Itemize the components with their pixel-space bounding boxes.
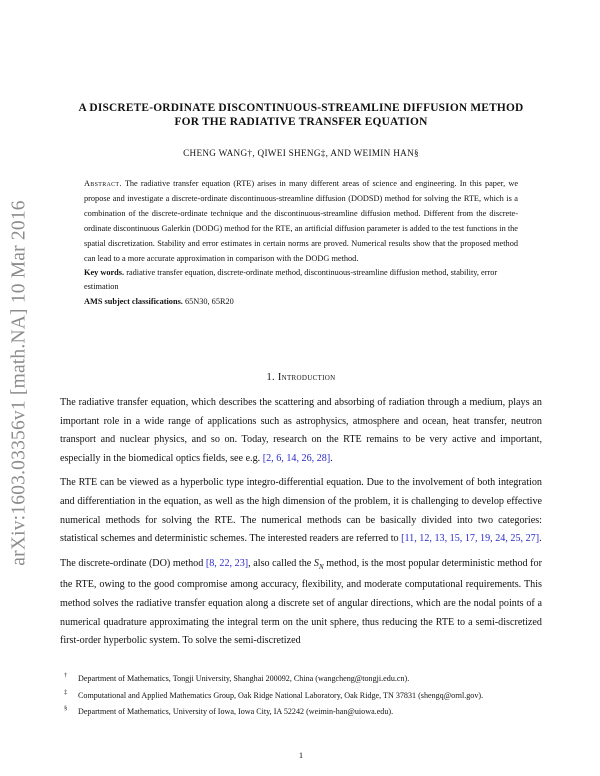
arxiv-stamp-text: arXiv:1603.03356v1 [math.NA] 10 Mar 2016 <box>9 200 31 566</box>
ams-classifications <box>84 295 518 309</box>
paragraph-3: The discrete-ordinate (DO) method [8, 22, 23], also called the $S_N$ method, is the most popular deterministic method for the RTE, owing to the good compromise among accuracy, flexibility, and moderate computational requirements. This method solves the radiative transfer equation along a discrete set of angular directions, which are the nodal points of a numerical quadrature approximating the integral term on the unit sphere, thus reducing the RTE to a semi-discretized first-order hyperbolic system. To solve the semi-discretized <box>60 557 542 647</box>
citation-link[interactable]: [2, 6, 14, 26, 28] <box>262 452 331 464</box>
section-heading: 1. Introduction <box>266 372 336 383</box>
footnote: § Department of Mathematics, University of Iowa, Iowa City, IA 52242 (weimin-han@uiowa.edu). <box>64 705 394 716</box>
abstract-text: The radiative transfer equation (RTE) arises in many different areas of science and engineering. In this paper, we propose and investigate a discrete-ordinate discontinuous-streamline diffusion (DODSD) method for solving the RTE, which is a combination of the discrete-ordinate technique and the discontinuous-streamline diffusion method. Different from the discrete-ordinate discontinuous Galerkin (DODG) method for the RTE, an artificial diffusion parameter is added to the test functions in the spatial discretization. Stability and error estimates in certain norms are proved. Numerical results show that the proposed method can lead to a more accurate approximation in comparison with the DODG method. <box>84 179 518 263</box>
page-number: 1 <box>298 750 304 760</box>
body-text <box>60 394 542 657</box>
keywords-text: radiative transfer equation, discrete-ordinate method, discontinuous-streamline diffusion method, stability, error estimation <box>84 268 498 291</box>
paper-title <box>60 101 542 129</box>
keywords <box>84 266 518 294</box>
footnote: ‡ Computational and Applied Mathematics Group, Oak Ridge National Laboratory, Oak Ridge, TN 37831 (shengq@ornl.gov). <box>64 688 484 700</box>
authors: CHENG WANG†, QIWEI SHENG‡, AND WEIMIN HAN§ <box>183 148 419 158</box>
citation-link[interactable]: [11, 12, 13, 15, 17, 19, 24, 25, 27] <box>401 533 540 545</box>
title-line-2: FOR THE RADIATIVE TRANSFER EQUATION <box>174 116 428 128</box>
title-line-1: A DISCRETE-ORDINATE DISCONTINUOUS-STREAMLINE DIFFUSION METHOD <box>78 102 524 114</box>
ams-label: AMS subject classifications. <box>84 297 183 306</box>
sn-symbol: $S_N$ <box>313 557 324 571</box>
paragraph-2: The RTE can be viewed as a hyperbolic type integro-differential equation. Due to the involvement of both integration and differentiation in the equation, as well as the high dimension of the problem, it is challenging to develop effective numerical methods for solving the RTE. The numerical methods can be basically divided into two categories: statistical schemes and deterministic schemes. The interested readers are referred to [11, 12, 13, 15, 17, 19, 24, 25, 27]. <box>60 477 542 545</box>
citation-link[interactable]: [8, 22, 23] <box>205 557 249 569</box>
ams-text: 65N30, 65R20 <box>184 297 234 306</box>
arxiv-stamp <box>2 188 38 578</box>
paragraph-1: The radiative transfer equation, which describes the scattering and absorbing of radiation through a medium, plays an important role in a wide range of applications such as astrophysics, atmosphere and ocean, heat transfer, neutron transport and nuclear physics, and so on. Today, research on the RTE remains to be very active and important, especially in the biomedical optics fields, see e.g. [2, 6, 14, 26, 28]. <box>60 397 542 464</box>
footnote: † Department of Mathematics, Tongji University, Shanghai 200092, China (wangcheng@tongji.edu.cn). <box>64 672 410 683</box>
keywords-label: Key words. <box>84 268 125 277</box>
abstract-label: Abstract. <box>84 179 122 188</box>
abstract <box>84 176 518 266</box>
footnotes <box>60 671 542 721</box>
